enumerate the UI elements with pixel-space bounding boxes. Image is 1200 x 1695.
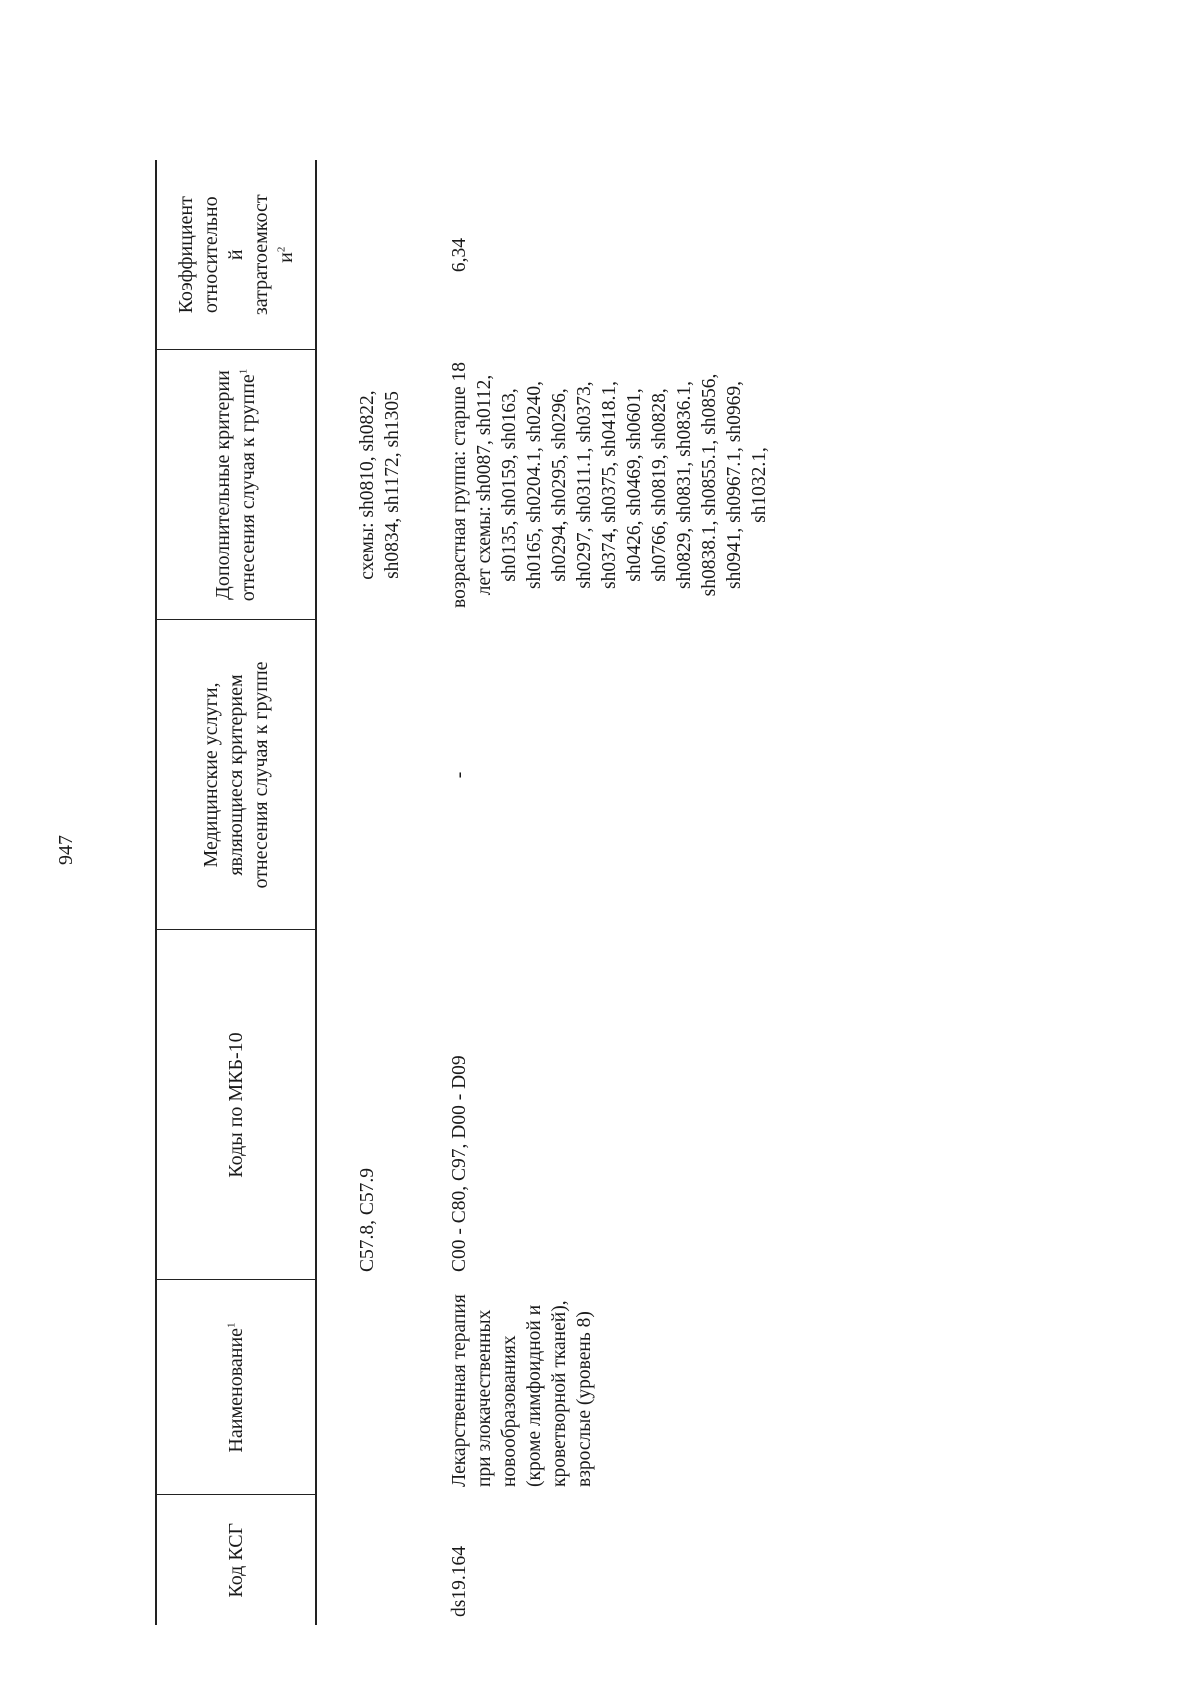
cell-coefficient: 6,34 [449,237,470,273]
header-services: Медицинские услуги, являющиеся критерием отнесения случая к группе [156,620,316,930]
cell-services [316,620,405,930]
header-coefficient: Коэффициент относительно й затратоемкост $и^2$ [156,160,316,350]
cell-services: - [449,771,470,779]
table-row [316,160,405,1625]
table-row [405,160,772,1625]
page-number: 947 [55,835,77,865]
header-criteria: Дополнительные критерии отнесения случая к группе$^1$ [156,350,316,620]
cell-criteria: возрастная группа: старше 18 лет схемы: sh0087, sh0112, sh0135, sh0159, sh0163, sh0165, sh0204.1, sh0240, sh0294, sh0295, sh0296, sh0297, sh0311.1, sh0373, sh0374, sh0375, sh0418.1, sh0426, sh0469, sh0601, sh0766, sh0819, sh0828, sh0829, sh0831, sh0836.1, sh0838.1, sh0855.1, sh0856, sh0941, sh0967.1, sh0969, sh1032.1, [449,362,770,608]
cell-criteria: схемы: sh0810, sh0822, sh0834, sh1172, sh1305 [357,390,403,580]
header-name: Наименование$^1$ [156,1280,316,1495]
cell-icd: C57.8, C57.9 [357,1167,378,1272]
header-row [156,160,316,1625]
cell-name: Лекарственная терапия при злокачественных новообразованиях (кроме лимфоидной и кроветворной тканей), взрослые (уровень 8) [449,1294,595,1487]
cell-name [316,1280,405,1495]
cell-coefficient [316,160,405,350]
ksg-table [155,160,772,1625]
header-code: Код КСГ [156,1495,316,1625]
cell-code: ds19.164 [449,1546,470,1617]
cell-code [316,1495,405,1625]
header-icd: Коды по МКБ-10 [156,930,316,1280]
cell-icd: C00 - C80, C97, D00 - D09 [449,1055,470,1272]
